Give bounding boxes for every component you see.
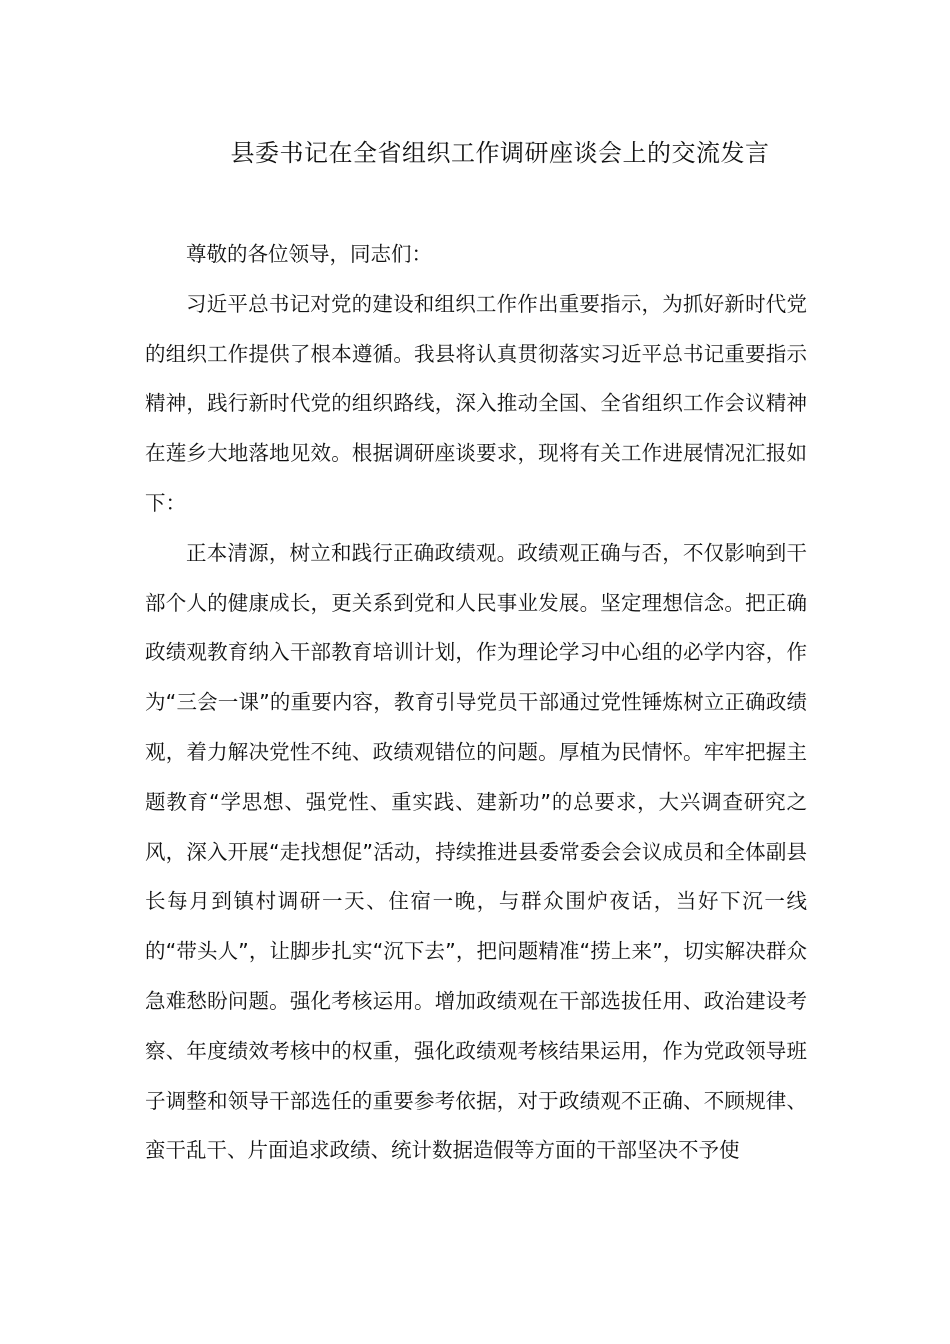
document-title: 县委书记在全省组织工作调研座谈会上的交流发言 <box>230 139 770 167</box>
document-body <box>145 230 807 1176</box>
paragraph-intro: 习近平总书记对党的建设和组织工作作出重要指示，为抓好新时代党的组织工作提供了根本遵循。我县将认真贯彻落实习近平总书记重要指示精神，践行新时代党的组织路线，深入推动全国、全省组织工作会议精神在莲乡大地落地见效。根据调研座谈要求，现将有关工作进展情况汇报如下： <box>145 291 807 515</box>
paragraph-political-achievement: 正本清源，树立和践行正确政绩观。政绩观正确与否，不仅影响到干部个人的健康成长，更关系到党和人民事业发展。坚定理想信念。把正确政绩观教育纳入干部教育培训计划，作为理论学习中心组的必学内容，作为“三会一课”的重要内容，教育引导党员干部通过党性锤炼树立正确政绩观，着力解决党性不纯、政绩观错位的问题。厚植为民情怀。牢牢把握主题教育“学思想、强党性、重实践、建新功”的总要求，大兴调查研究之风，深入开展“走找想促”活动，持续推进县委常委会会议成员和全体副县长每月到镇村调研一天、住宿一晚，与群众围炉夜话，当好下沉一线的“带头人”，让脚步扎实“沉下去”，把问题精准“捞上来”，切实解决群众急难愁盼问题。强化考核运用。增加政绩观在干部选拔任用、政治建设考察、年度绩效考核中的权重，强化政绩观考核结果运用，作为党政领导班子调整和领导干部选任的重要参考依据，对于政绩观不正确、不顾规律、蛮干乱干、片面追求政绩、统计数据造假等方面的干部坚决不予使 <box>145 540 807 1163</box>
salutation: 尊敬的各位领导，同志们： <box>186 242 432 266</box>
